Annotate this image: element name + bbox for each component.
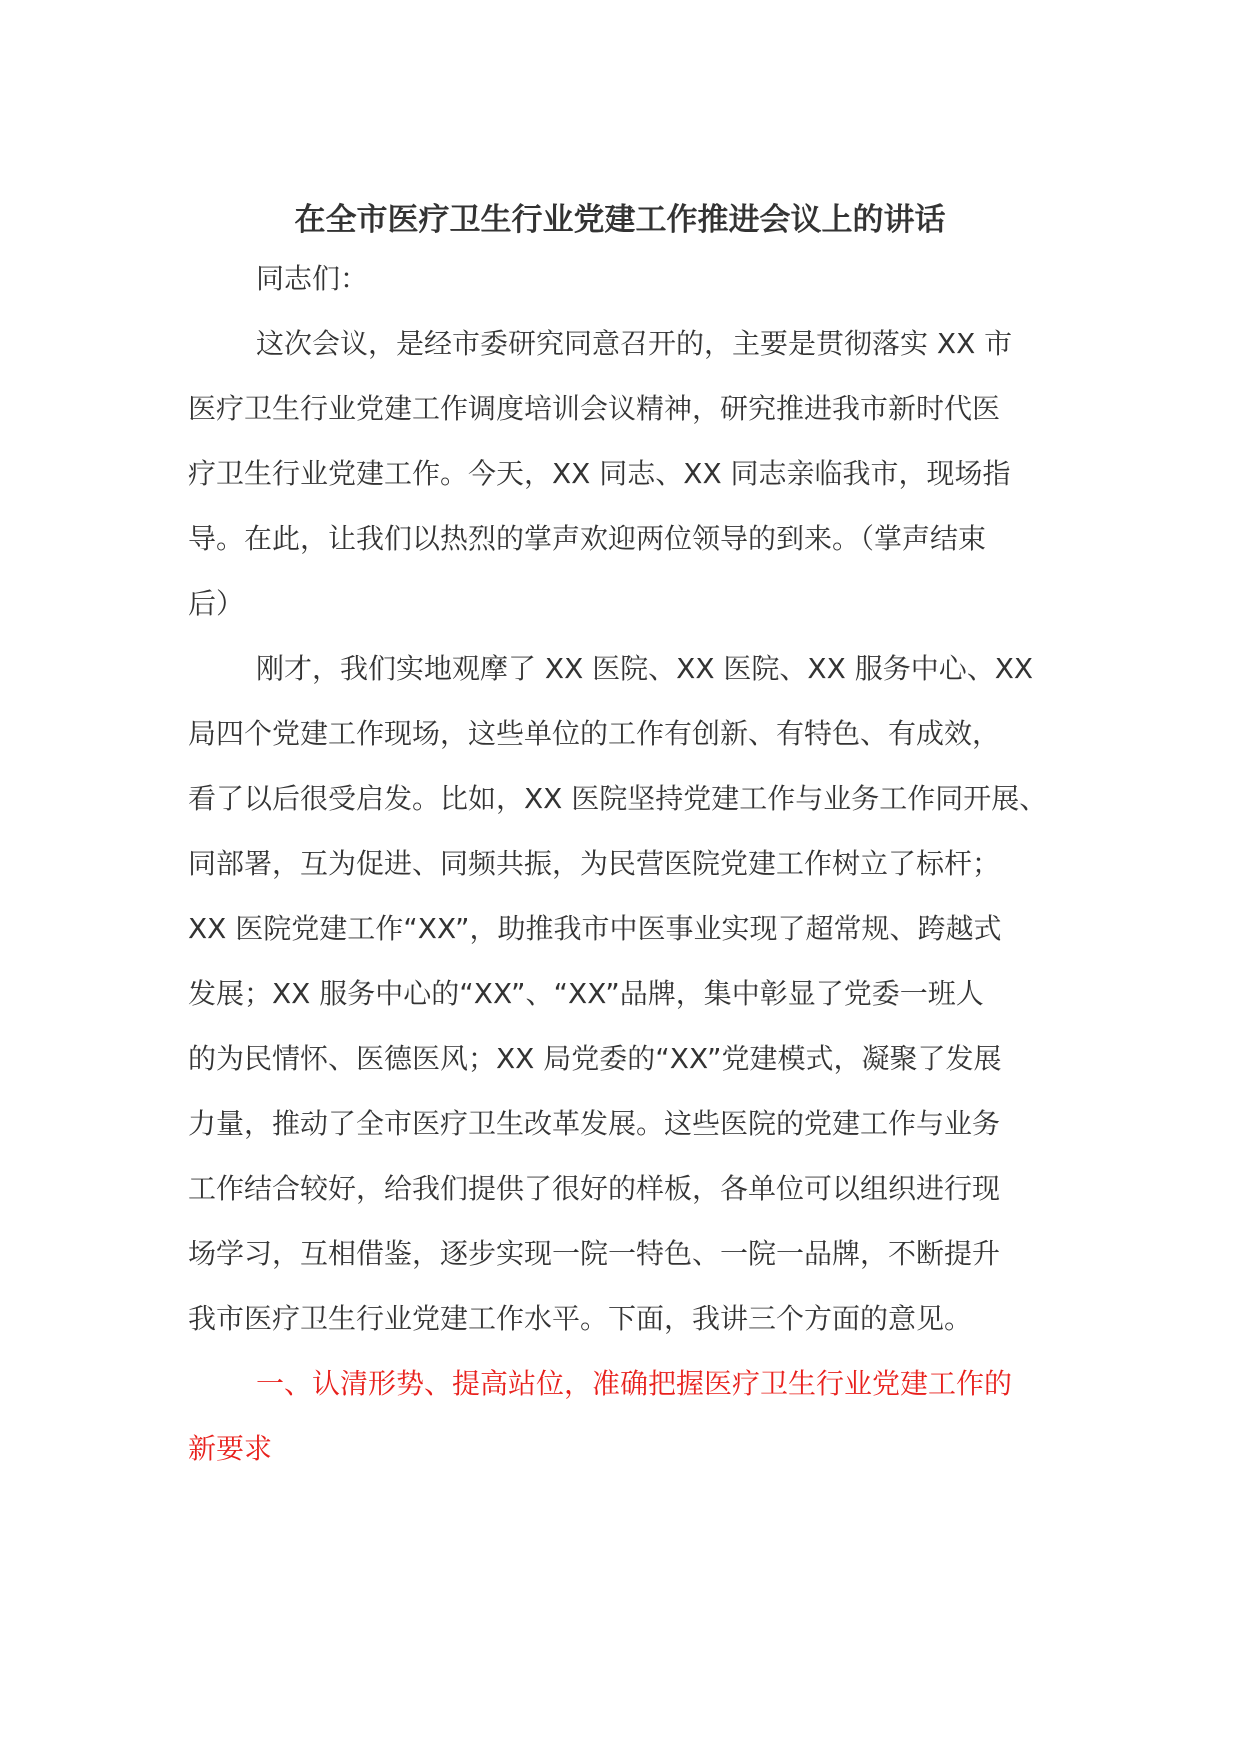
paragraph-1-line: 导。在此，让我们以热烈的掌声欢迎两位领导的到来。（掌声结束 [188, 522, 987, 555]
paragraph-2-line: 同部署，互为促进、同频共振，为民营医院党建工作树立了标杆； [188, 847, 1001, 880]
section-heading-line: 新要求 [188, 1432, 273, 1465]
paragraph-2-line: 刚才，我们实地观摩了 XX 医院、XX 医院、XX 服务中心、XX [256, 652, 1034, 685]
paragraph-2-line: 局四个党建工作现场，这些单位的工作有创新、有特色、有成效， [188, 717, 1001, 750]
document-body [188, 246, 1070, 1481]
document-title: 在全市医疗卫生行业党建工作推进会议上的讲话 [294, 202, 946, 238]
paragraph-1-line: 这次会议，是经市委研究同意召开的，主要是贯彻落实 XX 市 [256, 327, 1013, 360]
paragraph-2-line: 我市医疗卫生行业党建工作水平。下面，我讲三个方面的意见。 [188, 1302, 973, 1335]
paragraph-2-line: 看了以后很受启发。比如，XX 医院坚持党建工作与业务工作同开展、 [188, 782, 1048, 815]
section-heading-line: 一、认清形势、提高站位，准确把握医疗卫生行业党建工作的 [256, 1367, 1013, 1400]
paragraph-2-line: 发展；XX 服务中心的“XX”、“XX”品牌，集中彰显了党委一班人 [188, 977, 984, 1010]
paragraph-2-line: 场学习，互相借鉴，逐步实现一院一特色、一院一品牌，不断提升 [188, 1237, 1001, 1270]
paragraph-1-line: 疗卫生行业党建工作。今天，XX 同志、XX 同志亲临我市，现场指 [188, 457, 1011, 490]
paragraph-2-line: 力量，推动了全市医疗卫生改革发展。这些医院的党建工作与业务 [188, 1107, 1001, 1140]
paragraph-1-line: 医疗卫生行业党建工作调度培训会议精神，研究推进我市新时代医 [188, 392, 1001, 425]
paragraph-1-line: 后） [188, 587, 245, 620]
paragraph-2-line: 工作结合较好，给我们提供了很好的样板，各单位可以组织进行现 [188, 1172, 1001, 1205]
salutation: 同志们： [256, 262, 369, 295]
paragraph-2-line: XX 医院党建工作“XX”，助推我市中医事业实现了超常规、跨越式 [188, 912, 1002, 945]
paragraph-2-line: 的为民情怀、医德医风；XX 局党委的“XX”党建模式，凝聚了发展 [188, 1042, 1002, 1075]
